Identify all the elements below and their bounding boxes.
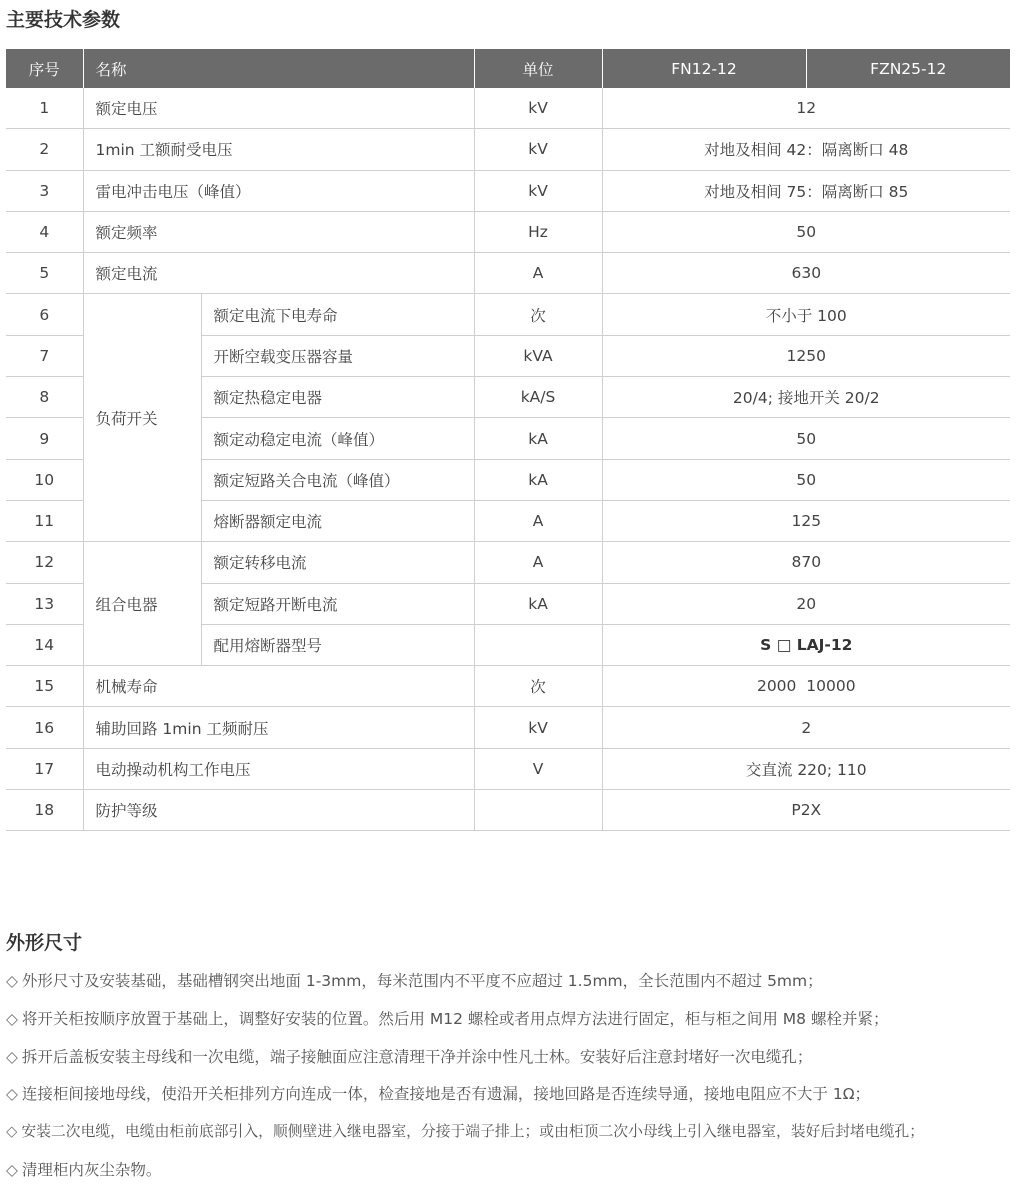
row-name: 额定热稳定电器	[201, 377, 474, 418]
table-row	[6, 170, 1010, 211]
row-value: 50	[602, 459, 1010, 500]
row-unit	[474, 624, 602, 665]
row-value: S □ LAJ-12	[602, 624, 1010, 665]
note-text: 将开关柜按顺序放置于基础上，调整好安装的位置。然后用 M12 螺栓或者用点焊方法进行固定，柜与柜之间用 M8 螺栓并紧；	[21, 1009, 889, 1028]
installation-notes-list	[6, 970, 924, 1197]
row-no: 8	[6, 377, 83, 418]
row-unit: kA	[474, 583, 602, 624]
row-value: 2	[602, 707, 1010, 748]
note-text: 清理柜内灰尘杂物。	[21, 1160, 162, 1179]
row-no: 12	[6, 542, 83, 583]
row-name: 额定电流	[83, 253, 474, 294]
row-name: 额定短路关合电流（峰值）	[201, 459, 474, 500]
row-name: 额定电流下电寿命	[201, 294, 474, 335]
table-row	[6, 253, 1010, 294]
list-item	[6, 1083, 924, 1121]
row-name: 额定短路开断电流	[201, 583, 474, 624]
row-name: 配用熔断器型号	[201, 624, 474, 665]
row-value: 12	[602, 88, 1010, 129]
table-row	[6, 211, 1010, 252]
diamond-bullet-icon: ◇	[6, 972, 18, 990]
row-no: 3	[6, 170, 83, 211]
row-no: 6	[6, 294, 83, 335]
row-unit: kA/S	[474, 377, 602, 418]
row-name: 辅助回路 1min 工频耐压	[83, 707, 474, 748]
row-value: 交直流 220; 110	[602, 748, 1010, 789]
row-no: 14	[6, 624, 83, 665]
table-header-row	[6, 49, 1010, 88]
table-row	[6, 666, 1010, 707]
list-item	[6, 1008, 924, 1046]
row-unit: Hz	[474, 211, 602, 252]
row-no: 17	[6, 748, 83, 789]
row-value: 50	[602, 211, 1010, 252]
row-unit: kV	[474, 707, 602, 748]
row-name: 机械寿命	[83, 666, 474, 707]
row-no: 15	[6, 666, 83, 707]
row-no: 16	[6, 707, 83, 748]
row-value: 1250	[602, 335, 1010, 376]
header-no: 序号	[6, 49, 83, 88]
table-row	[6, 294, 1010, 335]
group-combined-apparatus: 组合电器	[83, 542, 201, 666]
table-row	[6, 88, 1010, 129]
header-model-fn12: FN12-12	[602, 49, 806, 88]
row-value: 对地及相间 42：隔离断口 48	[602, 129, 1010, 170]
row-name: 额定电压	[83, 88, 474, 129]
row-unit: kV	[474, 170, 602, 211]
row-value: 870	[602, 542, 1010, 583]
row-unit: 次	[474, 666, 602, 707]
diamond-bullet-icon: ◇	[6, 1123, 18, 1141]
row-unit: A	[474, 500, 602, 541]
row-value: 不小于 100	[602, 294, 1010, 335]
table-row	[6, 542, 1010, 583]
row-name: 1min 工额耐受电压	[83, 129, 474, 170]
section-title-dimensions: 外形尺寸	[6, 932, 83, 954]
row-no: 4	[6, 211, 83, 252]
row-unit: kVA	[474, 335, 602, 376]
table-row	[6, 707, 1010, 748]
note-text: 安装二次电缆，电缆由柜前底部引入，顺侧壁进入继电器室，分接于端子排上；或由柜顶二次小母线上引入继电器室，装好后封堵电缆孔；	[21, 1123, 925, 1141]
list-item	[6, 1046, 924, 1084]
list-item	[6, 1159, 924, 1197]
row-unit	[474, 790, 602, 831]
row-name: 额定频率	[83, 211, 474, 252]
row-no: 9	[6, 418, 83, 459]
spec-table	[6, 49, 1010, 831]
group-load-switch: 负荷开关	[83, 294, 201, 542]
row-unit: 次	[474, 294, 602, 335]
note-text: 拆开后盖板安装主母线和一次电缆，端子接触面应注意清理干净并涂中性凡士林。安装好后注意封堵好一次电缆孔；	[21, 1047, 813, 1066]
header-model-fzn25: FZN25-12	[806, 49, 1010, 88]
note-text: 连接柜间接地母线，使沿开关柜排列方向连成一体，检查接地是否有遗漏，接地回路是否连续导通，接地电阻应不大于 1Ω；	[21, 1085, 871, 1104]
row-unit: kA	[474, 459, 602, 500]
row-value: 50	[602, 418, 1010, 459]
row-name: 防护等级	[83, 790, 474, 831]
table-row	[6, 129, 1010, 170]
row-value: 630	[602, 253, 1010, 294]
row-name: 额定转移电流	[201, 542, 474, 583]
diamond-bullet-icon: ◇	[6, 1085, 18, 1104]
row-name: 额定动稳定电流（峰值）	[201, 418, 474, 459]
diamond-bullet-icon: ◇	[6, 1009, 18, 1028]
row-value: 125	[602, 500, 1010, 541]
row-no: 2	[6, 129, 83, 170]
row-name: 雷电冲击电压（峰值）	[83, 170, 474, 211]
row-no: 13	[6, 583, 83, 624]
note-text: 外形尺寸及安装基础，基础槽钢突出地面 1-3mm，每米范围内不平度不应超过 1.5mm，全长范围内不超过 5mm；	[21, 972, 823, 990]
table-row	[6, 790, 1010, 831]
header-name: 名称	[83, 49, 474, 88]
row-no: 18	[6, 790, 83, 831]
row-no: 1	[6, 88, 83, 129]
section-title-main-params: 主要技术参数	[6, 9, 121, 31]
diamond-bullet-icon: ◇	[6, 1160, 18, 1179]
row-value: 2000 10000	[602, 666, 1010, 707]
row-name: 熔断器额定电流	[201, 500, 474, 541]
row-value: 20	[602, 583, 1010, 624]
row-value: P2X	[602, 790, 1010, 831]
diamond-bullet-icon: ◇	[6, 1047, 18, 1066]
row-unit: kV	[474, 88, 602, 129]
row-no: 11	[6, 500, 83, 541]
header-unit: 单位	[474, 49, 602, 88]
row-name: 开断空载变压器容量	[201, 335, 474, 376]
row-unit: kV	[474, 129, 602, 170]
row-unit: A	[474, 542, 602, 583]
table-row	[6, 748, 1010, 789]
row-name: 电动操动机构工作电压	[83, 748, 474, 789]
row-value: 对地及相间 75：隔离断口 85	[602, 170, 1010, 211]
row-value: 20/4; 接地开关 20/2	[602, 377, 1010, 418]
list-item	[6, 970, 924, 1008]
list-item	[6, 1121, 924, 1159]
row-no: 7	[6, 335, 83, 376]
row-no: 5	[6, 253, 83, 294]
row-unit: A	[474, 253, 602, 294]
row-unit: kA	[474, 418, 602, 459]
row-unit: V	[474, 748, 602, 789]
row-no: 10	[6, 459, 83, 500]
